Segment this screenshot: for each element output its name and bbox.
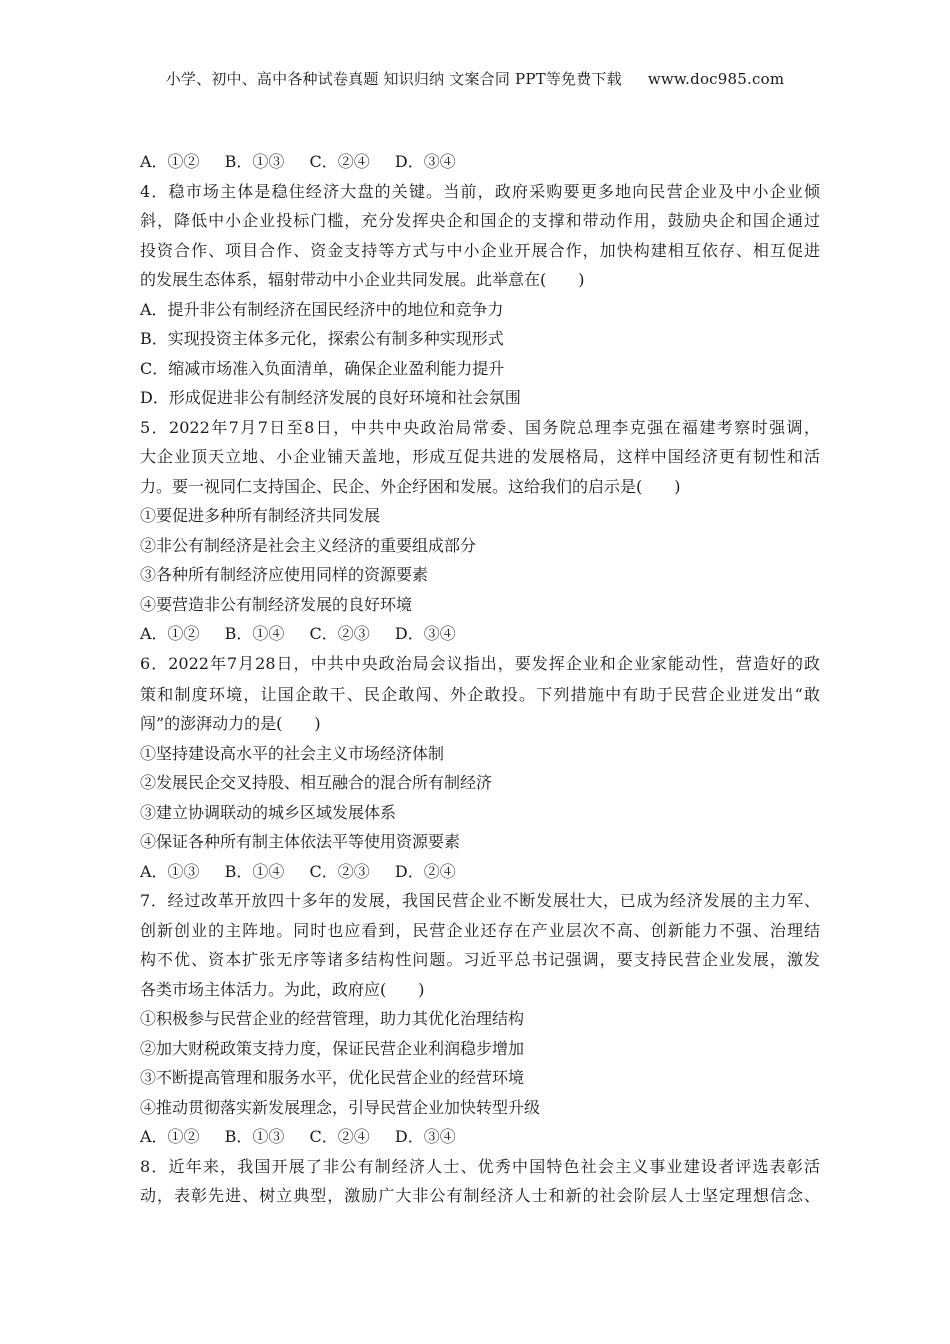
question-stem-line: 力。要一视同仁支持国企、民企、外企纾困和发展。这给我们的启示是( ) [140,476,681,496]
statement: ④要营造非公有制经济发展的良好环境 [140,594,413,614]
question-stem-line: 7．经过改革开放四十多年的发展，我国民营企业不断发展壮大，已成为经济发展的主力军、 [140,891,820,910]
question-stem-line: 斜，降低中小企业投标门槛，充分发挥央企和国企的支撑和带动作用，鼓励央企和国企通过 [140,211,820,230]
question-7 [140,886,820,1152]
question-stem-line: 6．2022年7月28日，中共中央政治局会议指出，要发挥企业和企业家能动性，营造好的政 [140,653,820,673]
question-stem-line: 各类市场主体活力。为此，政府应( ) [140,979,425,999]
answer-option: B．实现投资主体多元化，探索公有制多种实现形式 [140,329,504,348]
answer-option: D．形成促进非公有制经济发展的良好环境和社会氛围 [140,388,521,407]
statement: ③不断提高管理和服务水平，优化民营企业的经营环境 [140,1068,525,1087]
question-stem-line: 大企业顶天立地、小企业铺天盖地，形成互促共进的发展格局，这样中国经济更有韧性和活 [140,447,820,466]
question-8 [140,1152,820,1211]
answer-choice: C．②③ [309,624,370,643]
question-stem-line: 策和制度环境，让国企敢干、民企敢闯、外企敢投。下列措施中有助于民营企业迸发出“敢 [140,684,820,704]
answer-choice: B．①④ [224,861,285,881]
answer-choice: A．①③ [140,861,200,881]
answer-choice: B．①④ [224,624,285,643]
question-5 [140,413,820,649]
q7-answer-choices [140,1122,820,1152]
answer-choice: C．②④ [309,152,370,171]
q6-answer-choices [140,857,820,887]
answer-choice: D．③④ [394,1127,456,1146]
answer-choice: A．①② [140,1127,200,1146]
question-4 [140,177,820,413]
statement: ②加大财税政策支持力度，保证民营企业利润稳步增加 [140,1038,525,1058]
statement: ④保证各种所有制主体依法平等使用资源要素 [140,832,461,851]
answer-choice: D．②④ [394,861,456,881]
statement: ①要促进多种所有制经济共同发展 [140,506,381,525]
question-stem-line: 8．近年来，我国开展了非公有制经济人士、优秀中国特色社会主义事业建设者评选表彰活 [140,1156,820,1176]
answer-choice: A．①② [140,152,200,171]
answer-option: A．提升非公有制经济在国民经济中的地位和竞争力 [140,299,504,319]
answer-choice: D．③④ [394,152,456,171]
statement: ②非公有制经济是社会主义经济的重要组成部分 [140,535,477,555]
question-stem-line: 构不优、资本扩张无序等诸多结构性问题。习近平总书记强调，要支持民营企业发展，激发 [140,950,820,969]
statement: ③各种所有制经济应使用同样的资源要素 [140,565,429,584]
q3-answer-choices [140,147,820,177]
statement: ③建立协调联动的城乡区域发展体系 [140,802,397,822]
answer-choice: B．①③ [224,152,285,171]
answer-choice: B．①③ [224,1127,285,1146]
question-stem-line: 的发展生态体系，辐射带动中小企业共同发展。此举意在( ) [140,270,585,289]
answer-choice: A．①② [140,624,200,643]
answer-option: C．缩减市场准入负面清单，确保企业盈利能力提升 [140,358,505,378]
answer-choice: C．②④ [309,1127,370,1146]
answer-choice: C．②③ [309,861,370,881]
question-stem-line: 创新创业的主阵地。同时也应看到，民营企业还存在产业层次不高、创新能力不强、治理结 [140,920,820,940]
statement: ②发展民企交叉持股、相互融合的混合所有制经济 [140,773,493,792]
statement: ①坚持建设高水平的社会主义市场经济体制 [140,743,445,763]
answer-choice: D．③④ [394,624,456,643]
question-stem-line: 动，表彰先进、树立典型，激励广大非公有制经济人士和新的社会阶层人士坚定理想信念、 [140,1186,820,1205]
question-stem-line: 4．稳市场主体是稳住经济大盘的关键。当前，政府采购要更多地向民营企业及中小企业倾 [140,181,820,201]
question-stem-line: 投资合作、项目合作、资金支持等方式与中小企业开展合作，加快构建相互依存、相互促进 [140,240,820,260]
statement: ④推动贯彻落实新发展理念，引导民营企业加快转型升级 [140,1097,541,1117]
question-stem-line: 5．2022年7月7日至8日，中共中央政治局常委、国务院总理李克强在福建考察时强调， [140,417,820,437]
header-text: 小学、初中、高中各种试卷真题 知识归纳 文案合同 PPT等免费下载 [165,70,622,88]
question-6 [140,649,820,887]
statement: ①积极参与民营企业的经营管理，助力其优化治理结构 [140,1009,525,1028]
q5-answer-choices [140,619,820,649]
document-body [140,147,820,1211]
question-stem-line: 闯”的澎湃动力的是( ) [140,714,321,733]
header-site-link[interactable]: www.doc985.com [647,70,785,88]
page-header [0,68,950,89]
